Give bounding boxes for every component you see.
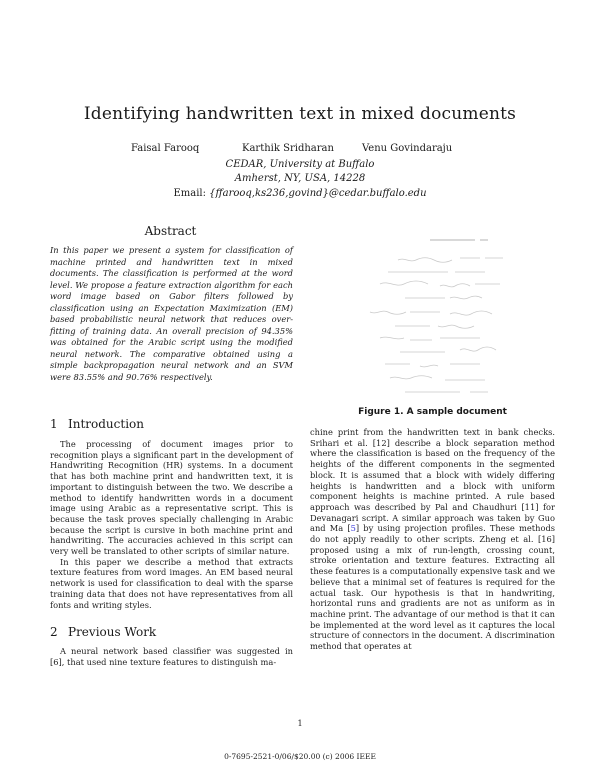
author-name: Karthik Sridharan bbox=[242, 143, 334, 154]
author-email-line bbox=[0, 188, 600, 199]
copyright-footer: 0-7695-2521-0/06/$20.00 (c) 2006 IEEE bbox=[224, 752, 376, 761]
section-heading-introduction bbox=[50, 417, 144, 431]
author-name: Faisal Farooq bbox=[131, 143, 200, 154]
right-column-body bbox=[310, 427, 555, 652]
section-heading-previous-work bbox=[50, 625, 156, 639]
abstract-text: In this paper we present a system for classification of machine printed and handwritten text in mixed documents. The classification is performed at the word level. We propose a feature extraction algorithm for each word image based on Gabor filters followed by classification using an Expectation Maximization (EM) based probabilistic neural network that reduces over-fitting of training data. An overall precision of 94.35% was obtained for the Arabic script using the modified neural network. The comparative obtained using a simple backpropagation neural network and an SVM were 83.55% and 90.76% respectively. bbox=[50, 245, 293, 382]
text-run: chine print from the handwritten text in bank checks. Srihari et al. [12] describe a block separation method where the classification is based on the frequency of the heights of the different components in the segmented block. It is assumed that a block with widely differing heights is handwritten and a block with uniform component heights is machine printed. A rule based approach was described by Pal and Chaudhuri [11] for Devanagari script. A similar approach was taken by Guo and Ma [ bbox=[310, 427, 555, 534]
previous-work-body bbox=[50, 646, 293, 667]
paper-title: Identifying handwritten text in mixed documents bbox=[83, 104, 517, 124]
section-title: Introduction bbox=[68, 417, 144, 431]
email-address: {ffarooq,ks236,govind}@cedar.buffalo.edu bbox=[209, 188, 427, 199]
affiliation-address: Amherst, NY, USA, 14228 bbox=[234, 173, 366, 184]
section-number: 1 bbox=[50, 417, 58, 431]
text-run: ] by using projection profiles. These methods do not apply readily to other scripts. Zheng et al. [16] proposed using a mix of run-length, crossing count, stroke orientation and texture features. Extracting all these features is a computationally expensive task and we believe that a minimal set of features is required for the actual task. Our hypothesis is that in handwriting, horizontal runs and gradients are not as uniform as in machine print. The advantage of our method is that it can be implemented at the word level as it captures the local structure of connectors in the document. A discrimination method that operates at bbox=[310, 523, 556, 652]
paragraph: In this paper we describe a method that extracts texture features from word images. An EM based neural network is used for classification to deal with the sparse training data that does not have representatives from all fonts and writing styles. bbox=[50, 556, 293, 610]
introduction-body bbox=[50, 439, 293, 610]
abstract-heading: Abstract bbox=[144, 224, 197, 238]
email-label: Email: bbox=[173, 188, 206, 199]
sample-document-figure bbox=[310, 228, 555, 423]
affiliation-institution: CEDAR, University at Buffalo bbox=[225, 159, 375, 170]
page-number: 1 bbox=[297, 719, 303, 728]
section-number: 2 bbox=[50, 625, 58, 639]
section-title: Previous Work bbox=[68, 625, 157, 639]
paragraph: The processing of document images prior to recognition plays a significant part in the development of Handwriting Recognition (HR) systems. In a document that has both machine print and handwritten text, it is important to distinguish between the two. We describe a method to identify handwritten words in a document image using Arabic as a representative script. This is because the task proves specially challenging in Arabic because the script is cursive in both machine print and handwriting. The accuracies achieved in this script can very well be translated to other scripts of similar nature. bbox=[50, 439, 293, 557]
author-name: Venu Govindaraju bbox=[362, 143, 453, 154]
figure-caption: Figure 1. A sample document bbox=[358, 407, 507, 417]
paragraph bbox=[310, 427, 555, 652]
arabic-document-image bbox=[310, 228, 555, 403]
paragraph: A neural network based classifier was suggested in [6], that used nine texture features to distinguish ma- bbox=[50, 646, 293, 667]
citation-link[interactable]: 5 bbox=[350, 523, 356, 534]
